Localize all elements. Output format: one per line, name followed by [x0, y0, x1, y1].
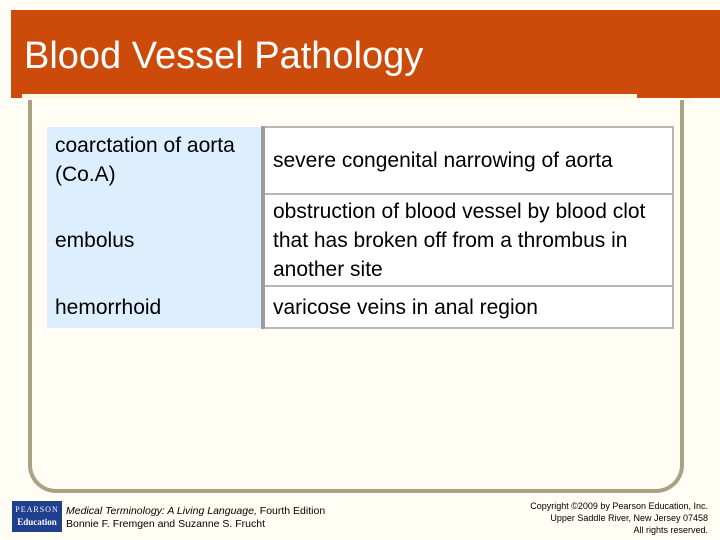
table-row	[47, 286, 673, 328]
title-underline	[22, 94, 637, 99]
definition-cell: varicose veins in anal region	[263, 286, 673, 328]
footer-book-info	[66, 505, 325, 531]
book-title: Medical Terminology: A Living Language,	[66, 505, 257, 517]
logo-top-text: PEARSON	[15, 505, 59, 514]
copyright-address: Upper Saddle River, New Jersey 07458	[550, 513, 708, 523]
table-row	[47, 194, 673, 286]
title-accent-strip	[685, 98, 694, 102]
table-row	[47, 127, 673, 194]
copyright-line: Copyright ©2009 by Pearson Education, Inc.	[530, 501, 708, 511]
book-authors: Bonnie F. Fremgen and Suzanne S. Frucht	[66, 518, 266, 530]
copyright-rights: All rights reserved.	[633, 525, 708, 535]
definition-cell: severe congenital narrowing of aorta	[263, 127, 673, 194]
vocabulary-table	[47, 126, 674, 329]
book-edition: Fourth Edition	[256, 505, 326, 517]
copyright-notice	[530, 500, 708, 536]
definition-cell: obstruction of blood vessel by blood clot that has broken off from a thrombus in another site	[263, 194, 673, 286]
pearson-logo	[12, 501, 62, 532]
term-cell: coarctation of aorta (Co.A)	[47, 127, 263, 194]
term-cell: embolus	[47, 194, 263, 286]
slide-title: Blood Vessel Pathology	[24, 35, 424, 77]
logo-bottom-text: Education	[17, 517, 57, 527]
term-cell: hemorrhoid	[47, 286, 263, 328]
book-title-line	[66, 505, 325, 518]
